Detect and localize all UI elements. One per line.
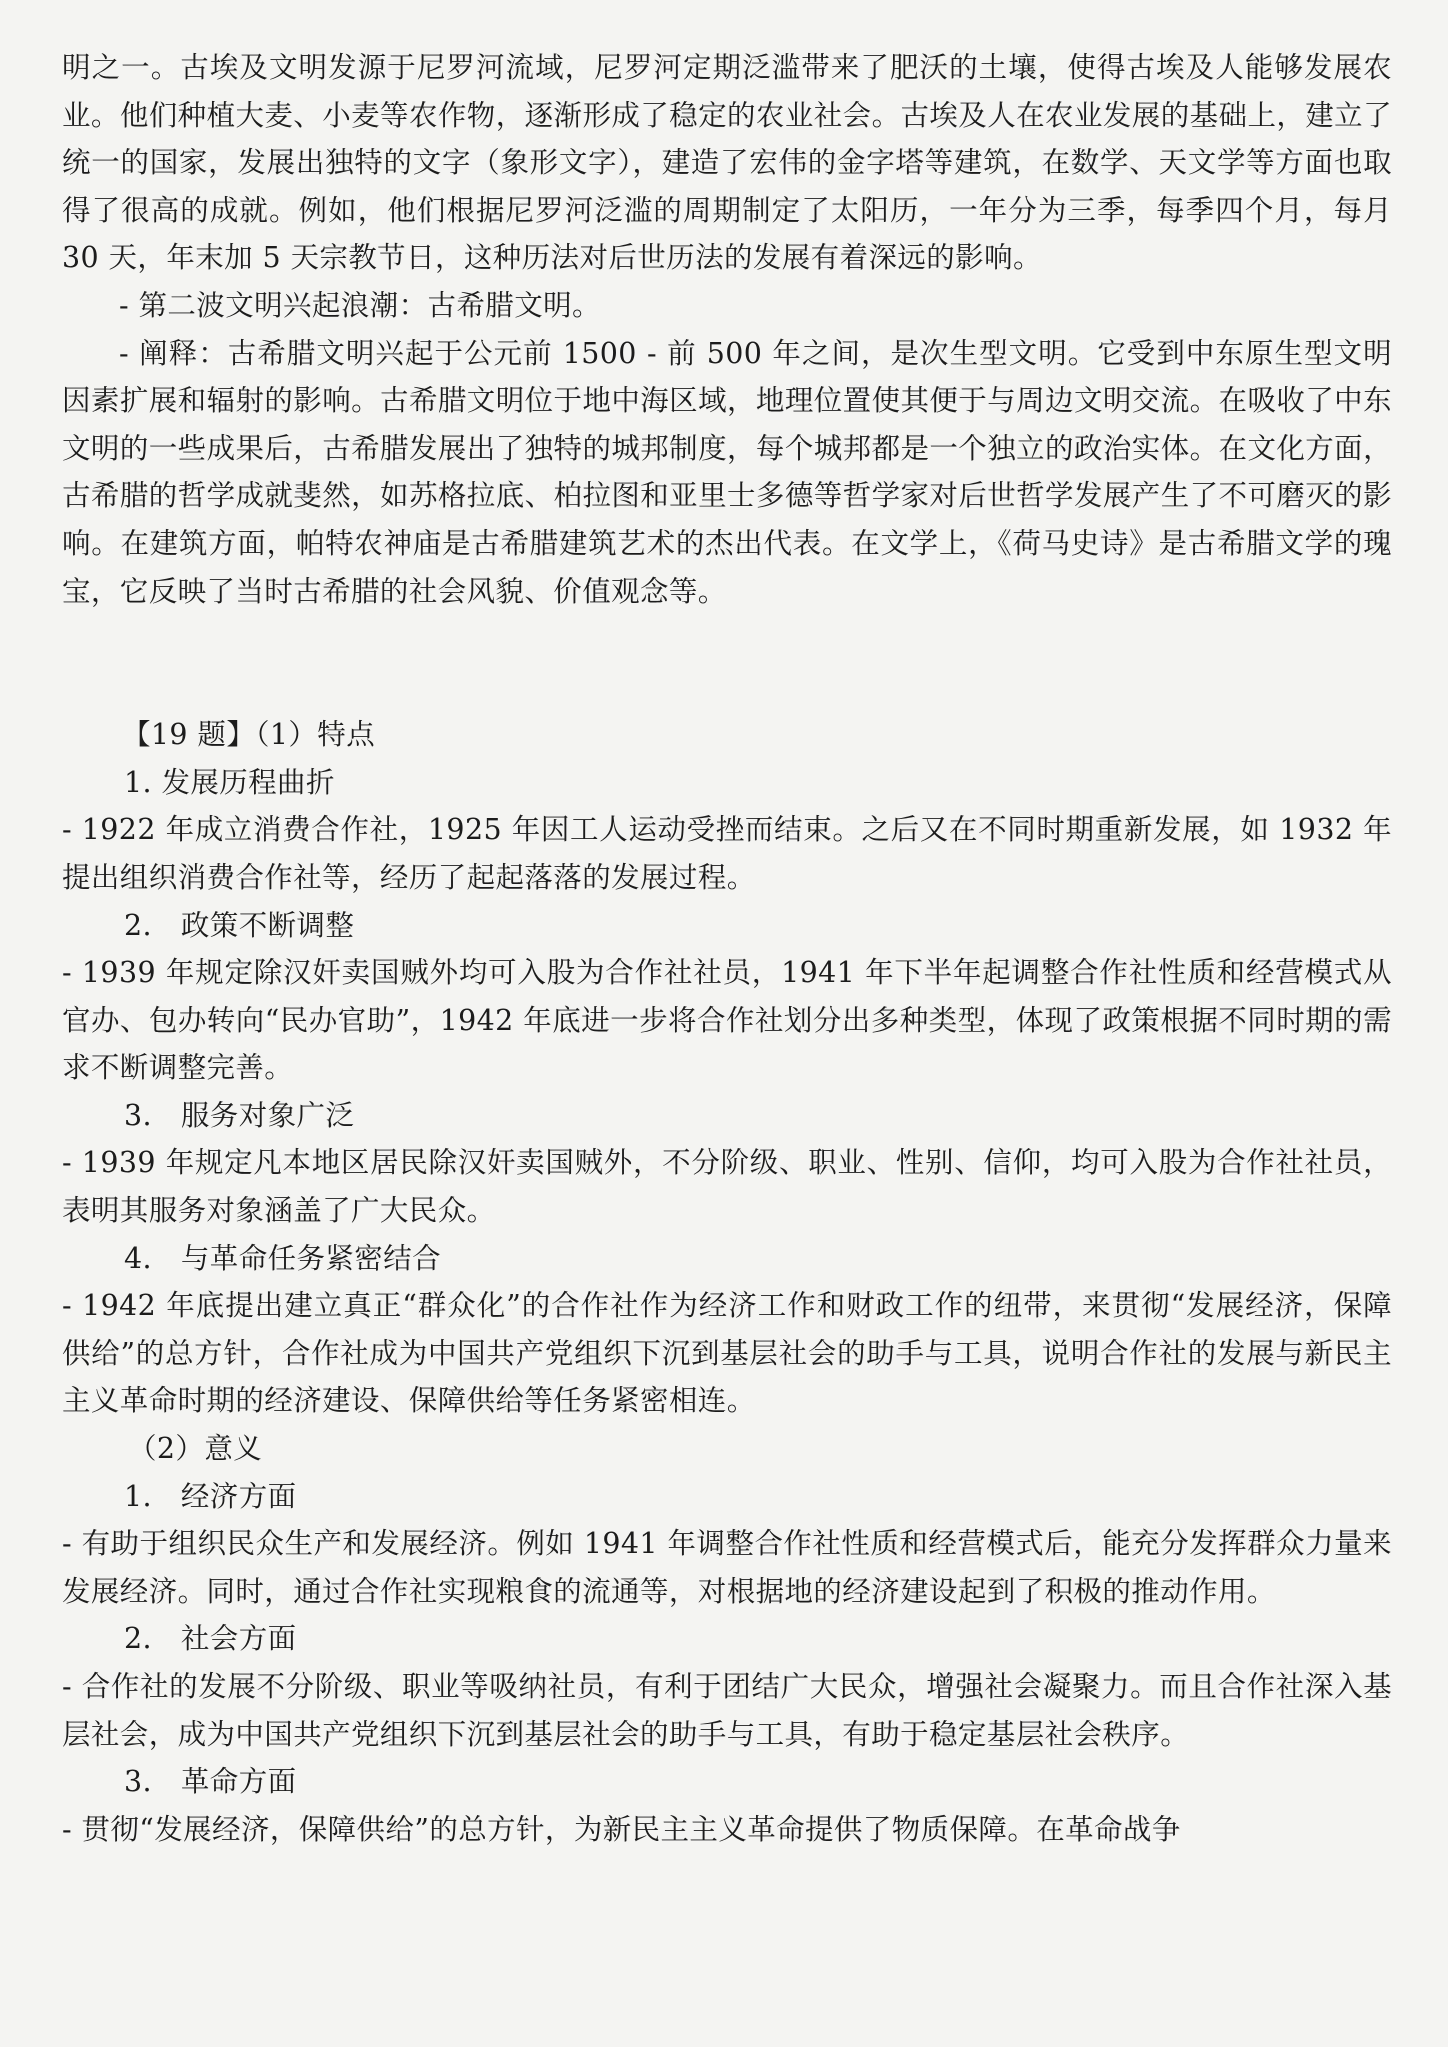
section-gap [62, 615, 1392, 711]
feature-4-body: - 1942 年底提出建立真正“群众化”的合作社作为经济工作和财政工作的纽带，来贯彻“发展经济，保障供给”的总方针，合作社成为中国共产党组织下沉到基层社会的助手与工具，说明合作社的发展与新民主主义革命时期的经济建设、保障供给等任务紧密相连。 [62, 1289, 1392, 1418]
question-19-heading: 【19 题】（1）特点 [122, 718, 376, 752]
feature-1-title: 1. 发展历程曲折 [124, 765, 335, 799]
significance-2-title: 2. 社会方面 [124, 1622, 297, 1656]
wave2-explanation: - 阐释：古希腊文明兴起于公元前 1500 - 前 500 年之间，是次生型文明。它受到中东原生型文明因素扩展和辐射的影响。古希腊文明位于地中海区域，地理位置使其便于与周边文明交流。在吸收了中东文明的一些成果后，古希腊发展出了独特的城邦制度，每个城邦都是一个独立的政治实体。在文化方面，古希腊的哲学成就斐然，如苏格拉底、柏拉图和亚里士多德等哲学家对后世哲学发展产生了不可磨灭的影响。在建筑方面，帕特农神庙是古希腊建筑艺术的杰出代表。在文学上，《荷马史诗》是古希腊文学的瑰宝，它反映了当时古希腊的社会风貌、价值观念等。 [62, 336, 1392, 608]
significance-1-body: - 有助于组织民众生产和发展经济。例如 1941 年调整合作社性质和经营模式后，能充分发挥群众力量来发展经济。同时，通过合作社实现粮食的流通等，对根据地的经济建设起到了积极的推动作用。 [62, 1527, 1392, 1608]
feature-2-body: - 1939 年规定除汉奸卖国贼外均可入股为合作社社员，1941 年下半年起调整合作社性质和经营模式从官办、包办转向“民办官助”，1942 年底进一步将合作社划分出多种类型，体现了政策根据不同时期的需求不断调整完善。 [62, 956, 1392, 1085]
feature-2-title: 2. 政策不断调整 [124, 908, 355, 942]
wave2-title: - 第二波文明兴起浪潮：古希腊文明。 [119, 288, 601, 322]
significance-1-title: 1. 经济方面 [124, 1479, 297, 1513]
feature-3-title: 3. 服务对象广泛 [124, 1098, 355, 1132]
feature-3-body: - 1939 年规定凡本地区居民除汉奸卖国贼外，不分阶级、职业、性别、信仰，均可入股为合作社社员，表明其服务对象涵盖了广大民众。 [62, 1146, 1392, 1228]
significance-3-title: 3. 革命方面 [124, 1765, 297, 1799]
paragraph-ancient-egypt: 明之一。古埃及文明发源于尼罗河流域，尼罗河定期泛滥带来了肥沃的土壤，使得古埃及人能够发展农业。他们种植大麦、小麦等农作物，逐渐形成了稳定的农业社会。古埃及人在农业发展的基础上，建立了统一的国家，发展出独特的文字（象形文字），建造了宏伟的金字塔等建筑，在数学、天文学等方面也取得了很高的成就。例如，他们根据尼罗河泛滥的周期制定了太阳历，一年分为三季，每季四个月，每月 30 天，年末加 5 天宗教节日，这种历法对后世历法的发展有着深远的影响。 [62, 51, 1392, 275]
significance-heading: （2）意义 [128, 1432, 263, 1466]
feature-4-title: 4. 与革命任务紧密结合 [124, 1241, 441, 1275]
significance-3-body: - 贯彻“发展经济，保障供给”的总方针，为新民主主义革命提供了物质保障。在革命战争 [62, 1812, 1181, 1846]
significance-2-body: - 合作社的发展不分阶级、职业等吸纳社员，有利于团结广大民众，增强社会凝聚力。而且合作社深入基层社会，成为中国共产党组织下沉到基层社会的助手与工具，有助于稳定基层社会秩序。 [62, 1670, 1392, 1751]
feature-1-body: - 1922 年成立消费合作社，1925 年因工人运动受挫而结束。之后又在不同时期重新发展，如 1932 年提出组织消费合作社等，经历了起起落落的发展过程。 [62, 813, 1392, 894]
